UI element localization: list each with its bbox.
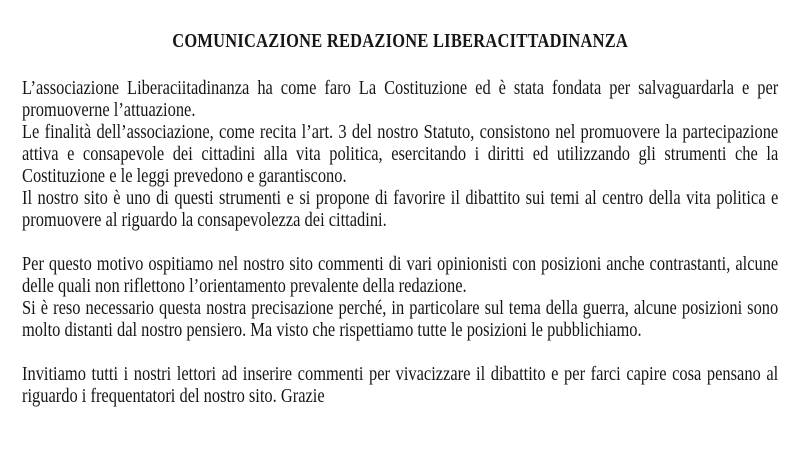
paragraph-2: Le finalità dell’associazione, come recita l’art. 3 del nostro Statuto, consistono nel promuovere la partecipazione attiva e consapevole dei cittadini alla vita politica, esercitando i diritti ed utilizzando gli strumenti che la Costituzione e le leggi prevedono e garantiscono. [22,121,779,187]
document-content [22,30,778,407]
paragraph-5: Si è reso necessario questa nostra precisazione perché, in particolare sul tema della guerra, alcune posizioni sono molto distanti dal nostro pensiero. Ma visto che rispettiamo tutte le posizioni le pubblichiamo. [22,297,779,341]
paragraph-6: Invitiamo tutti i nostri lettori ad inserire commenti per vivacizzare il dibattito e per farci capire cosa pensano al riguardo i frequentatori del nostro sito. Grazie [22,363,779,407]
document-title: COMUNICAZIONE REDAZIONE LIBERACITTADINANZA [172,30,629,52]
paragraph-4: Per questo motivo ospitiamo nel nostro sito commenti di vari opinionisti con posizioni anche contrastanti, alcune delle quali non riflettono l’orientamento prevalente della redazione. [22,253,779,297]
paragraph-1: L’associazione Liberaciitadinanza ha come faro La Costituzione ed è stata fondata per salvaguardarla e per promuoverne l’attuazione. [22,77,779,121]
paragraph-3: Il nostro sito è uno di questi strumenti e si propone di favorire il dibattito sui temi al centro della vita politica e promuovere al riguardo la consapevolezza dei cittadini. [22,187,779,231]
